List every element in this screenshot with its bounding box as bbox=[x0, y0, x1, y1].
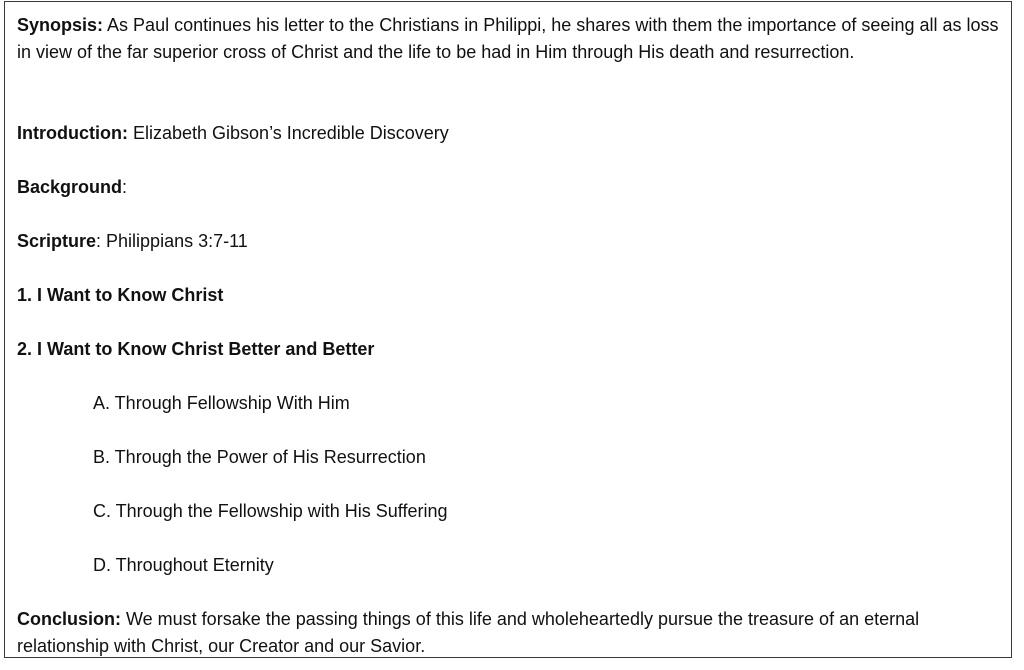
subpoint-a: A. Through Fellowship With Him bbox=[93, 393, 350, 413]
introduction-line bbox=[17, 120, 449, 147]
introduction-label: Introduction: bbox=[17, 123, 128, 143]
subpoint-b: B. Through the Power of His Resurrection bbox=[93, 447, 426, 467]
synopsis-paragraph bbox=[17, 12, 1005, 65]
background-label: Background bbox=[17, 177, 123, 197]
point-heading-2: 2. I Want to Know Christ Better and Better bbox=[17, 339, 375, 359]
sermon-outline-box bbox=[4, 1, 1012, 658]
background-line bbox=[17, 174, 127, 201]
scripture-label: Scripture bbox=[17, 231, 97, 251]
conclusion-paragraph bbox=[17, 606, 1005, 659]
introduction-text: Elizabeth Gibson’s Incredible Discovery bbox=[127, 123, 449, 143]
subpoint-d: D. Throughout Eternity bbox=[93, 555, 274, 575]
scripture-line bbox=[17, 228, 248, 255]
subpoint-c: C. Through the Fellowship with His Suffering bbox=[93, 501, 448, 521]
point-heading-1: 1. I Want to Know Christ bbox=[17, 285, 224, 305]
conclusion-label: Conclusion: bbox=[17, 609, 121, 629]
background-text: : bbox=[122, 177, 128, 197]
synopsis-text: As Paul continues his letter to the Christians in Philippi, he shares with them the importance of seeing all as loss in view of the far superior cross of Christ and the life to be had in Him through His death and resurrection. bbox=[17, 15, 999, 62]
conclusion-text: We must forsake the passing things of this life and wholeheartedly pursue the treasure of an eternal relationship with Christ, our Creator and our Savior. bbox=[17, 609, 920, 656]
synopsis-label: Synopsis: bbox=[17, 15, 104, 35]
scripture-text: : Philippians 3:7-11 bbox=[96, 231, 248, 251]
